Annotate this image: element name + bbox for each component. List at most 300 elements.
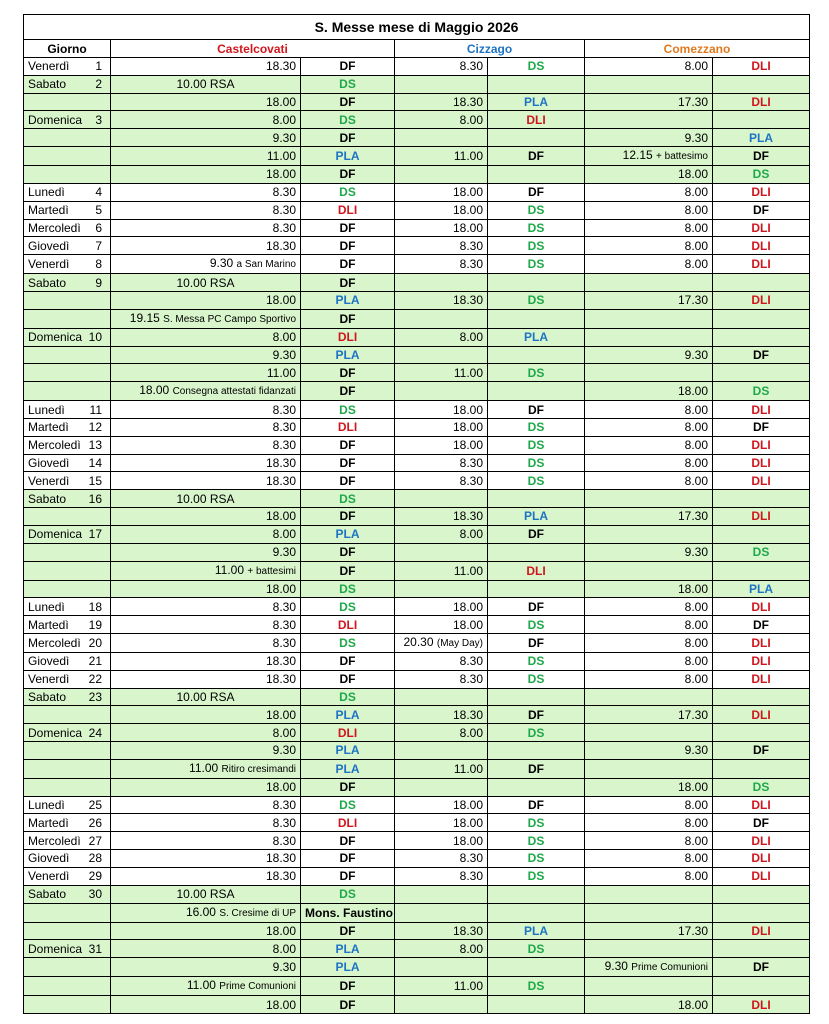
day-number: 12 bbox=[88, 420, 102, 435]
castelcovati-celebrant: DF bbox=[301, 58, 395, 76]
day-cell bbox=[24, 508, 111, 526]
schedule-row bbox=[24, 454, 810, 472]
cizzago-time bbox=[395, 58, 488, 76]
day-number: 29 bbox=[88, 869, 102, 884]
time-value: 8.30 bbox=[459, 654, 483, 669]
cizzago-celebrant: DS bbox=[488, 237, 585, 255]
cizzago-time bbox=[395, 237, 488, 255]
time-value: 8.00 bbox=[684, 238, 708, 253]
time-value: 18.00 bbox=[452, 185, 483, 200]
castelcovati-celebrant: DS bbox=[301, 688, 395, 706]
castelcovati-celebrant: DF bbox=[301, 436, 395, 454]
cizzago-celebrant bbox=[488, 274, 585, 292]
comezzano-celebrant bbox=[713, 111, 810, 129]
comezzano-celebrant bbox=[713, 274, 810, 292]
header-comezzano: Comezzano bbox=[585, 40, 810, 58]
schedule-row bbox=[24, 436, 810, 454]
comezzano-celebrant bbox=[713, 724, 810, 742]
time-value: 8.00 bbox=[684, 815, 708, 830]
cizzago-celebrant: PLA bbox=[488, 922, 585, 940]
day-name: Venerdì bbox=[28, 672, 70, 687]
schedule-row bbox=[24, 814, 810, 832]
day-name: Sabato bbox=[28, 77, 67, 92]
comezzano-celebrant: DLI bbox=[713, 508, 810, 526]
castelcovati-time bbox=[111, 219, 301, 237]
cizzago-time bbox=[395, 219, 488, 237]
day-number: 11 bbox=[89, 402, 102, 417]
time-value: 11.00 bbox=[453, 365, 483, 380]
day-cell bbox=[24, 382, 111, 401]
comezzano-celebrant: DLI bbox=[713, 996, 810, 1014]
time-value: 11.00 bbox=[453, 979, 483, 994]
time-note: (May Day) bbox=[436, 637, 483, 649]
cizzago-time bbox=[395, 958, 488, 977]
time-note: S. Messa PC Campo Sportivo bbox=[163, 313, 296, 325]
day-name: Sabato bbox=[28, 689, 67, 704]
castelcovati-time bbox=[111, 201, 301, 219]
time-value: 18.00 bbox=[265, 509, 296, 524]
day-cell bbox=[24, 525, 111, 543]
cizzago-time bbox=[395, 922, 488, 940]
castelcovati-time bbox=[111, 977, 301, 996]
comezzano-celebrant: DF bbox=[713, 616, 810, 634]
time-value: 8.00 bbox=[684, 203, 708, 218]
comezzano-time bbox=[585, 633, 713, 652]
day-cell bbox=[24, 706, 111, 724]
day-name: Martedì bbox=[28, 815, 69, 830]
time-value: 11.00 bbox=[189, 760, 219, 775]
cizzago-time bbox=[395, 940, 488, 958]
day-number: 2 bbox=[95, 77, 102, 92]
castelcovati-celebrant: DLI bbox=[301, 616, 395, 634]
castelcovati-time bbox=[111, 436, 301, 454]
cizzago-time bbox=[395, 382, 488, 401]
schedule-row bbox=[24, 419, 810, 437]
comezzano-time bbox=[585, 93, 713, 111]
cizzago-time bbox=[395, 832, 488, 850]
title-row bbox=[24, 15, 810, 40]
day-cell bbox=[24, 147, 111, 166]
time-value: 18.30 bbox=[452, 293, 483, 308]
castelcovati-celebrant: DS bbox=[301, 796, 395, 814]
cizzago-time bbox=[395, 742, 488, 760]
schedule-row bbox=[24, 328, 810, 346]
day-number: 26 bbox=[88, 815, 102, 830]
time-value: 8.30 bbox=[459, 473, 483, 488]
comezzano-celebrant: DLI bbox=[713, 598, 810, 616]
cizzago-celebrant: DS bbox=[488, 867, 585, 885]
day-cell bbox=[24, 867, 111, 885]
comezzano-time bbox=[585, 940, 713, 958]
schedule-row bbox=[24, 129, 810, 147]
comezzano-celebrant: DLI bbox=[713, 670, 810, 688]
castelcovati-celebrant: PLA bbox=[301, 706, 395, 724]
schedule-row bbox=[24, 291, 810, 309]
time-value: 10.00 RSA bbox=[176, 77, 235, 92]
time-value: 8.00 bbox=[272, 112, 296, 127]
cizzago-time bbox=[395, 401, 488, 419]
time-value: 8.30 bbox=[459, 851, 483, 866]
time-value: 9.30 bbox=[272, 960, 296, 975]
cizzago-celebrant bbox=[488, 903, 585, 922]
cizzago-time bbox=[395, 706, 488, 724]
day-number: 18 bbox=[88, 599, 102, 614]
schedule-row bbox=[24, 382, 810, 401]
castelcovati-time bbox=[111, 958, 301, 977]
schedule-row bbox=[24, 561, 810, 580]
castelcovati-celebrant: PLA bbox=[301, 147, 395, 166]
header-row bbox=[24, 40, 810, 58]
comezzano-time bbox=[585, 291, 713, 309]
time-value: 18.00 bbox=[452, 617, 483, 632]
time-value: 11.00 bbox=[266, 365, 296, 380]
time-note: a San Marino bbox=[236, 259, 296, 271]
header-cizzago: Cizzago bbox=[395, 40, 585, 58]
day-cell bbox=[24, 183, 111, 201]
schedule-row bbox=[24, 274, 810, 292]
comezzano-celebrant: DLI bbox=[713, 401, 810, 419]
day-number: 3 bbox=[95, 112, 102, 127]
comezzano-celebrant: DF bbox=[713, 742, 810, 760]
castelcovati-celebrant: DF bbox=[301, 364, 395, 382]
day-cell bbox=[24, 759, 111, 778]
time-value: 18.00 bbox=[265, 581, 296, 596]
castelcovati-celebrant: DF bbox=[301, 93, 395, 111]
day-name: Martedì bbox=[28, 617, 69, 632]
day-name: Domenica bbox=[28, 941, 83, 956]
day-cell bbox=[24, 778, 111, 796]
comezzano-time bbox=[585, 274, 713, 292]
cizzago-time bbox=[395, 508, 488, 526]
time-value: 8.00 bbox=[459, 527, 483, 542]
cizzago-celebrant: DS bbox=[488, 670, 585, 688]
castelcovati-celebrant: PLA bbox=[301, 525, 395, 543]
comezzano-time bbox=[585, 309, 713, 328]
day-number: 17 bbox=[88, 527, 102, 542]
time-value: 18.30 bbox=[265, 851, 296, 866]
day-cell bbox=[24, 903, 111, 922]
comezzano-time bbox=[585, 364, 713, 382]
schedule-row bbox=[24, 219, 810, 237]
cizzago-time bbox=[395, 903, 488, 922]
schedule-row bbox=[24, 850, 810, 868]
time-value: 8.00 bbox=[272, 330, 296, 345]
cizzago-time bbox=[395, 183, 488, 201]
day-number: 7 bbox=[95, 238, 102, 253]
time-value: 18.30 bbox=[265, 59, 296, 74]
cizzago-celebrant: PLA bbox=[488, 328, 585, 346]
day-cell bbox=[24, 274, 111, 292]
time-value: 18.30 bbox=[265, 654, 296, 669]
time-value: 8.00 bbox=[684, 185, 708, 200]
schedule-row bbox=[24, 364, 810, 382]
castelcovati-time bbox=[111, 255, 301, 274]
comezzano-time bbox=[585, 401, 713, 419]
comezzano-time bbox=[585, 255, 713, 274]
day-name: Domenica bbox=[28, 112, 83, 127]
time-value: 18.00 bbox=[139, 383, 170, 398]
cizzago-time bbox=[395, 454, 488, 472]
comezzano-celebrant: DLI bbox=[713, 652, 810, 670]
day-name: Lunedì bbox=[28, 599, 65, 614]
cizzago-celebrant bbox=[488, 490, 585, 508]
cizzago-celebrant bbox=[488, 166, 585, 184]
cizzago-celebrant: DS bbox=[488, 832, 585, 850]
time-value: 18.00 bbox=[452, 402, 483, 417]
time-value: 8.00 bbox=[684, 59, 708, 74]
schedule-row bbox=[24, 58, 810, 76]
schedule-row bbox=[24, 778, 810, 796]
comezzano-time bbox=[585, 166, 713, 184]
cizzago-time bbox=[395, 759, 488, 778]
castelcovati-time bbox=[111, 903, 301, 922]
comezzano-celebrant: DLI bbox=[713, 832, 810, 850]
comezzano-celebrant: DLI bbox=[713, 93, 810, 111]
time-value: 8.30 bbox=[272, 798, 296, 813]
comezzano-celebrant: DLI bbox=[713, 183, 810, 201]
mass-schedule-table bbox=[23, 14, 810, 1014]
comezzano-time bbox=[585, 328, 713, 346]
time-value: 8.30 bbox=[459, 869, 483, 884]
day-name: Domenica bbox=[28, 330, 83, 345]
cizzago-time bbox=[395, 346, 488, 364]
cizzago-celebrant: DF bbox=[488, 147, 585, 166]
comezzano-celebrant: DLI bbox=[713, 706, 810, 724]
castelcovati-time bbox=[111, 129, 301, 147]
cizzago-time bbox=[395, 525, 488, 543]
time-value: 9.30 bbox=[272, 130, 296, 145]
comezzano-time bbox=[585, 436, 713, 454]
day-cell bbox=[24, 166, 111, 184]
time-value: 18.30 bbox=[265, 672, 296, 687]
comezzano-celebrant: DLI bbox=[713, 219, 810, 237]
time-note: + battesimo bbox=[656, 151, 708, 163]
comezzano-time bbox=[585, 958, 713, 977]
day-cell bbox=[24, 996, 111, 1014]
comezzano-celebrant: PLA bbox=[713, 580, 810, 598]
cizzago-celebrant: DF bbox=[488, 759, 585, 778]
day-name: Domenica bbox=[28, 527, 83, 542]
cizzago-celebrant bbox=[488, 742, 585, 760]
castelcovati-time bbox=[111, 183, 301, 201]
cizzago-celebrant: DS bbox=[488, 724, 585, 742]
castelcovati-time bbox=[111, 670, 301, 688]
day-cell bbox=[24, 832, 111, 850]
time-value: 8.00 bbox=[684, 220, 708, 235]
cizzago-celebrant: DS bbox=[488, 291, 585, 309]
comezzano-time bbox=[585, 58, 713, 76]
castelcovati-celebrant: DS bbox=[301, 183, 395, 201]
cizzago-time bbox=[395, 147, 488, 166]
time-value: 10.00 RSA bbox=[176, 887, 235, 902]
comezzano-celebrant: DS bbox=[713, 166, 810, 184]
cizzago-time bbox=[395, 309, 488, 328]
castelcovati-time bbox=[111, 328, 301, 346]
castelcovati-time bbox=[111, 382, 301, 401]
castelcovati-celebrant: DS bbox=[301, 75, 395, 93]
time-value: 8.00 bbox=[684, 672, 708, 687]
castelcovati-celebrant: DS bbox=[301, 885, 395, 903]
time-value: 17.30 bbox=[677, 293, 708, 308]
cizzago-celebrant: DS bbox=[488, 419, 585, 437]
castelcovati-time bbox=[111, 652, 301, 670]
time-value: 8.30 bbox=[272, 599, 296, 614]
cizzago-celebrant bbox=[488, 688, 585, 706]
schedule-row bbox=[24, 543, 810, 561]
time-value: 18.30 bbox=[452, 95, 483, 110]
time-value: 8.00 bbox=[272, 725, 296, 740]
castelcovati-celebrant: DLI bbox=[301, 419, 395, 437]
time-note: Consegna attestati fidanzati bbox=[172, 386, 296, 398]
day-cell bbox=[24, 201, 111, 219]
castelcovati-time bbox=[111, 940, 301, 958]
schedule-row bbox=[24, 759, 810, 778]
comezzano-time bbox=[585, 147, 713, 166]
castelcovati-time bbox=[111, 580, 301, 598]
day-cell bbox=[24, 543, 111, 561]
castelcovati-time bbox=[111, 75, 301, 93]
castelcovati-time bbox=[111, 706, 301, 724]
schedule-row bbox=[24, 183, 810, 201]
time-value: 8.30 bbox=[459, 672, 483, 687]
comezzano-celebrant bbox=[713, 688, 810, 706]
schedule-row bbox=[24, 75, 810, 93]
time-value: 8.00 bbox=[684, 420, 708, 435]
day-number: 4 bbox=[95, 185, 102, 200]
cizzago-celebrant bbox=[488, 778, 585, 796]
comezzano-time bbox=[585, 183, 713, 201]
castelcovati-time bbox=[111, 543, 301, 561]
day-number: 28 bbox=[88, 851, 102, 866]
time-value: 18.00 bbox=[265, 707, 296, 722]
castelcovati-celebrant: PLA bbox=[301, 759, 395, 778]
castelcovati-celebrant: DS bbox=[301, 580, 395, 598]
day-cell bbox=[24, 940, 111, 958]
comezzano-time bbox=[585, 778, 713, 796]
time-value: 8.00 bbox=[684, 438, 708, 453]
comezzano-celebrant: DF bbox=[713, 147, 810, 166]
comezzano-time bbox=[585, 670, 713, 688]
schedule-row bbox=[24, 670, 810, 688]
comezzano-celebrant: DF bbox=[713, 419, 810, 437]
time-value: 18.30 bbox=[265, 869, 296, 884]
castelcovati-time bbox=[111, 867, 301, 885]
comezzano-celebrant: DLI bbox=[713, 867, 810, 885]
day-name: Giovedì bbox=[28, 654, 70, 669]
schedule-row bbox=[24, 309, 810, 328]
time-value: 8.00 bbox=[459, 330, 483, 345]
castelcovati-time bbox=[111, 814, 301, 832]
comezzano-time bbox=[585, 75, 713, 93]
comezzano-time bbox=[585, 472, 713, 490]
time-value: 11.00 bbox=[453, 563, 483, 578]
cizzago-time bbox=[395, 419, 488, 437]
comezzano-time bbox=[585, 201, 713, 219]
day-name: Mercoledì bbox=[28, 220, 81, 235]
header-giorno: Giorno bbox=[24, 40, 111, 58]
comezzano-time bbox=[585, 814, 713, 832]
day-cell bbox=[24, 75, 111, 93]
castelcovati-celebrant: DLI bbox=[301, 814, 395, 832]
cizzago-celebrant: DS bbox=[488, 201, 585, 219]
time-value: 9.30 bbox=[272, 347, 296, 362]
schedule-row bbox=[24, 652, 810, 670]
day-name: Lunedì bbox=[28, 402, 65, 417]
comezzano-celebrant bbox=[713, 75, 810, 93]
time-value: 8.00 bbox=[684, 851, 708, 866]
day-number: 24 bbox=[88, 725, 102, 740]
comezzano-time bbox=[585, 580, 713, 598]
time-value: 8.30 bbox=[272, 815, 296, 830]
schedule-row bbox=[24, 472, 810, 490]
day-cell bbox=[24, 401, 111, 419]
castelcovati-celebrant: DF bbox=[301, 129, 395, 147]
comezzano-time bbox=[585, 525, 713, 543]
comezzano-time bbox=[585, 867, 713, 885]
time-value: 8.00 bbox=[684, 599, 708, 614]
comezzano-celebrant: DLI bbox=[713, 291, 810, 309]
day-cell bbox=[24, 958, 111, 977]
cizzago-celebrant bbox=[488, 958, 585, 977]
time-value: 18.00 bbox=[265, 293, 296, 308]
day-name: Mercoledì bbox=[28, 438, 81, 453]
comezzano-celebrant: DF bbox=[713, 814, 810, 832]
comezzano-time bbox=[585, 543, 713, 561]
cizzago-time bbox=[395, 652, 488, 670]
schedule-row bbox=[24, 724, 810, 742]
day-cell bbox=[24, 255, 111, 274]
cizzago-time bbox=[395, 111, 488, 129]
cizzago-time bbox=[395, 201, 488, 219]
day-cell bbox=[24, 814, 111, 832]
cizzago-time bbox=[395, 75, 488, 93]
castelcovati-time bbox=[111, 419, 301, 437]
time-value: 18.00 bbox=[677, 581, 708, 596]
time-value: 18.00 bbox=[677, 167, 708, 182]
castelcovati-time bbox=[111, 724, 301, 742]
comezzano-celebrant: DLI bbox=[713, 436, 810, 454]
cizzago-celebrant: DS bbox=[488, 616, 585, 634]
time-value: 18.00 bbox=[677, 997, 708, 1012]
cizzago-celebrant: DS bbox=[488, 652, 585, 670]
time-value: 8.00 bbox=[684, 456, 708, 471]
castelcovati-celebrant: DLI bbox=[301, 724, 395, 742]
time-value: 20.30 bbox=[403, 634, 434, 649]
castelcovati-time bbox=[111, 291, 301, 309]
day-cell bbox=[24, 561, 111, 580]
comezzano-time bbox=[585, 832, 713, 850]
schedule-row bbox=[24, 996, 810, 1014]
schedule-row bbox=[24, 616, 810, 634]
cizzago-time bbox=[395, 977, 488, 996]
comezzano-time bbox=[585, 706, 713, 724]
time-value: 17.30 bbox=[677, 95, 708, 110]
cizzago-time bbox=[395, 598, 488, 616]
time-value: 18.00 bbox=[265, 997, 296, 1012]
castelcovati-celebrant: DF bbox=[301, 652, 395, 670]
castelcovati-time bbox=[111, 111, 301, 129]
day-cell bbox=[24, 490, 111, 508]
castelcovati-celebrant: DLI bbox=[301, 201, 395, 219]
time-value: 8.00 bbox=[459, 941, 483, 956]
time-value: 18.30 bbox=[452, 509, 483, 524]
schedule-row bbox=[24, 508, 810, 526]
castelcovati-celebrant: DF bbox=[301, 832, 395, 850]
cizzago-time bbox=[395, 291, 488, 309]
time-value: 18.00 bbox=[452, 798, 483, 813]
time-value: 8.30 bbox=[272, 203, 296, 218]
cizzago-time bbox=[395, 778, 488, 796]
